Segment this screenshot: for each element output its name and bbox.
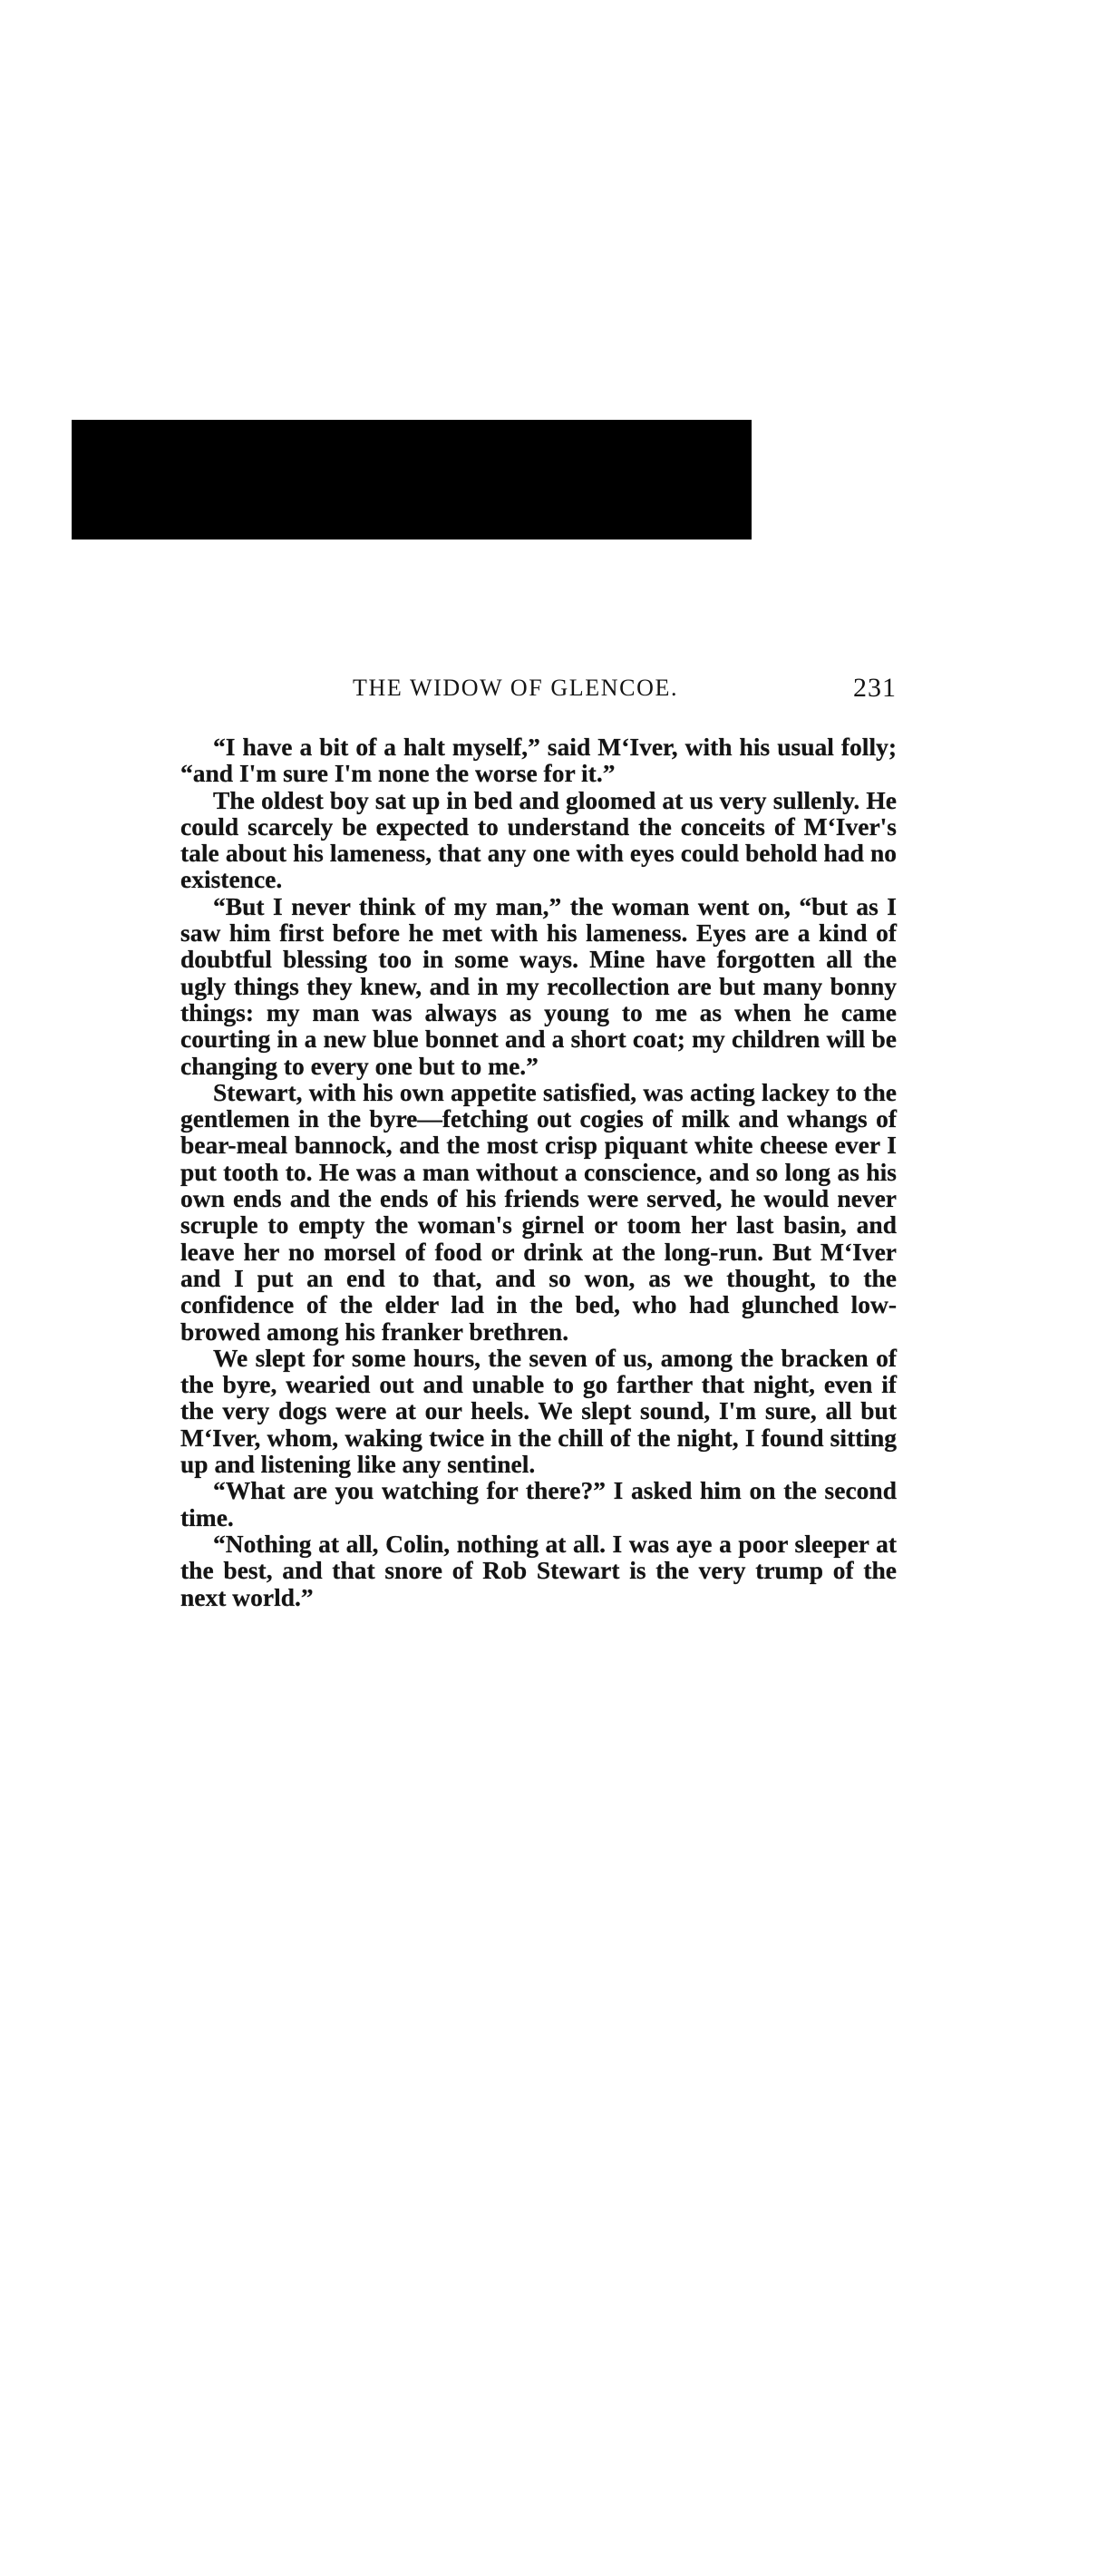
page-number: 231: [853, 673, 897, 703]
redaction-bar: [72, 420, 752, 540]
paragraph-stewart: Stewart, with his own appetite satisfied, was acting lackey to the gentlemen in the byre—fetching out cogies of milk and whangs of bear-meal bannock, and the most crisp piquant white cheese ever I put tooth to. He was a man without a conscience, and so long as his own ends and the ends of his friends were served, he would never scruple to empty the woman's girnel or toom her last basin, and leave her no morsel of food or drink at the long-run. But M‘Iver and I put an end to that, and so won, as we thought, to the confidence of the elder lad in the bed, who had glunched low-browed among his franker brethren.: [180, 1077, 897, 1346]
paragraph-answer: “Nothing at all, Colin, nothing at all. I was aye a poor sleeper at the best, and that snore of Rob Stewart is the very trump of the next world.”: [180, 1529, 897, 1611]
running-title: THE WIDOW OF GLENCOE.: [353, 675, 679, 701]
text-body: [180, 734, 897, 1610]
paragraph-oldest-boy: The oldest boy sat up in bed and gloomed at us very sullenly. He could scarcely be expected to understand the conceits of M‘Iver's tale about his lameness, that any one with eyes could behold had no existence.: [180, 785, 897, 894]
paragraph-halt: “I have a bit of a halt myself,” said M‘Iver, with his usual folly; “and I'm sure I'm none the worse for it.”: [180, 733, 897, 788]
paragraph-question: “What are you watching for there?” I asked him on the second time.: [180, 1476, 897, 1531]
running-head: [180, 675, 897, 711]
paragraph-woman-speech: “But I never think of my man,” the woman went on, “but as I saw him first before he met with his lameness. Eyes are a kind of doubtful blessing too in some ways. Mine have forgotten all the ugly things they knew, and in my recollection are but many bonny things: my man was always as young to me as when he came courting in a new blue bonnet and a short coat; my children will be changing to every one but to me.”: [180, 891, 897, 1080]
paragraph-slept: We slept for some hours, the seven of us, among the bracken of the byre, wearied out and unable to go farther that night, even if the very dogs were at our heels. We slept sound, I'm sure, all but M‘Iver, whom, waking twice in the chill of the night, I found sitting up and listening like any sentinel.: [180, 1343, 897, 1479]
